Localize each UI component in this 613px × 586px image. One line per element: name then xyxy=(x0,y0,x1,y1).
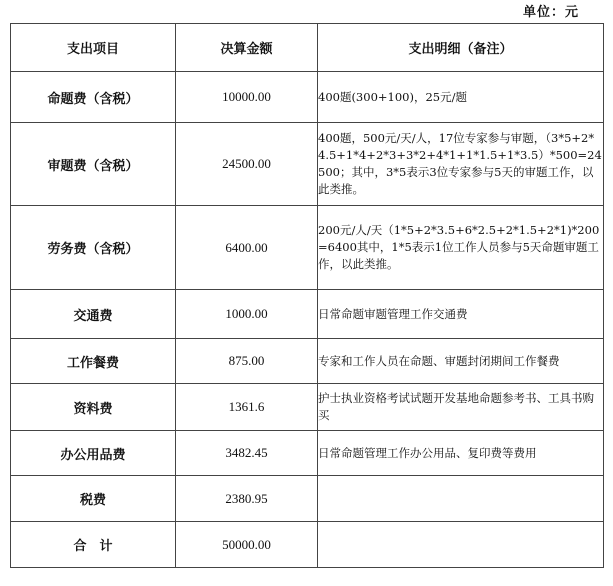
row-item: 办公用品费 xyxy=(11,431,176,476)
table-row xyxy=(11,290,604,339)
row-note: 专家和工作人员在命题、审题封闭期间工作餐费 xyxy=(318,339,604,384)
row-item: 资料费 xyxy=(11,384,176,431)
total-row xyxy=(11,522,604,568)
row-item: 劳务费（含税） xyxy=(11,206,176,290)
row-amount: 10000.00 xyxy=(176,72,318,123)
row-note: 200元/人/天（1*5+2*3.5+6*2.5+2*1.5+2*1)*200=6400其中，1*5表示1位工作人员参与5天命题审题工作，以此类推。 xyxy=(318,206,604,290)
row-note: 400题(300+100)，25元/题 xyxy=(318,72,604,123)
header-amount: 决算金额 xyxy=(176,24,318,72)
row-note: 护士执业资格考试试题开发基地命题参考书、工具书购买 xyxy=(318,384,604,431)
table-row xyxy=(11,123,604,206)
header-row xyxy=(11,24,604,72)
row-amount: 6400.00 xyxy=(176,206,318,290)
total-amount: 50000.00 xyxy=(176,522,318,568)
budget-table xyxy=(10,23,604,568)
row-amount: 3482.45 xyxy=(176,431,318,476)
unit-label: 单位：元 xyxy=(522,5,579,20)
row-item: 工作餐费 xyxy=(11,339,176,384)
table-row xyxy=(11,431,604,476)
row-note: 400题，500元/天/人，17位专家参与审题，（3*5+2*4.5+1*4+2*3+3*2+4*1+1*1.5+1*3.5）*500=24500；其中，3*5表示3位专家参与5天的审题工作，以此类推。 xyxy=(318,123,604,206)
row-amount: 24500.00 xyxy=(176,123,318,206)
row-note xyxy=(318,476,604,522)
table-row xyxy=(11,476,604,522)
row-amount: 875.00 xyxy=(176,339,318,384)
row-amount: 2380.95 xyxy=(176,476,318,522)
row-item: 税费 xyxy=(11,476,176,522)
row-note: 日常命题管理工作办公用品、复印费等费用 xyxy=(318,431,604,476)
row-item: 审题费（含税） xyxy=(11,123,176,206)
row-amount: 1361.6 xyxy=(176,384,318,431)
table-row xyxy=(11,384,604,431)
table-row xyxy=(11,339,604,384)
row-item: 命题费（含税） xyxy=(11,72,176,123)
row-note: 日常命题审题管理工作交通费 xyxy=(318,290,604,339)
row-amount: 1000.00 xyxy=(176,290,318,339)
table-row xyxy=(11,72,604,123)
row-item: 交通费 xyxy=(11,290,176,339)
total-note xyxy=(318,522,604,568)
header-note: 支出明细（备注） xyxy=(318,24,604,72)
table-row xyxy=(11,206,604,290)
header-item: 支出项目 xyxy=(11,24,176,72)
total-label: 合 计 xyxy=(11,522,176,568)
